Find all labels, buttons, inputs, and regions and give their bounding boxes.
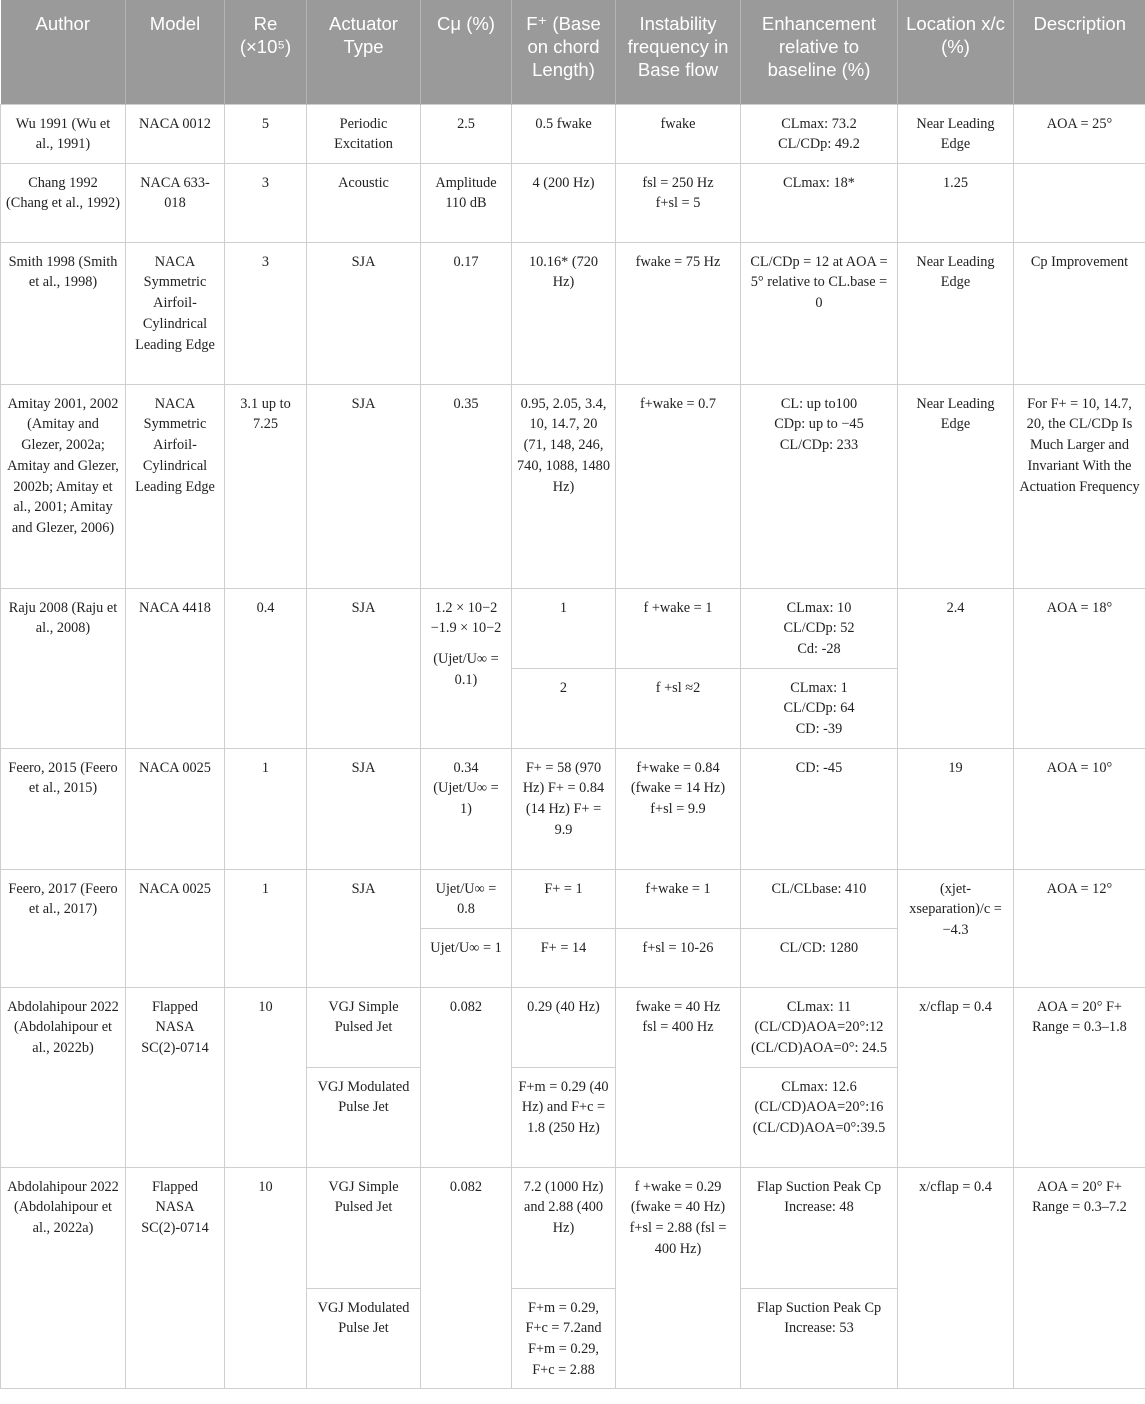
cell-instability: f +sl ≈2: [616, 668, 741, 748]
cell-enhancement: [741, 588, 898, 668]
cell-author: Feero, 2015 (Feero et al., 2015): [1, 748, 126, 869]
cmu-line: (Ujet/U∞ = 0.1): [433, 651, 499, 688]
cell-description: AOA = 20° F+ Range = 0.3–7.2: [1014, 1167, 1145, 1388]
cell-enhancement: Flap Suction Peak Cp Increase: 53: [741, 1288, 898, 1388]
cell-model: NACA 4418: [126, 588, 225, 748]
cell-fplus: F+ = 1: [512, 869, 616, 928]
enhancement-line: CL: up to100: [780, 395, 858, 412]
cell-instability: [616, 163, 741, 242]
cell-actuator: VGJ Modulated Pulse Jet: [307, 1288, 421, 1388]
cell-enhancement: Flap Suction Peak Cp Increase: 48: [741, 1167, 898, 1288]
instability-line: f+sl = 5: [655, 195, 701, 212]
cell-description: AOA = 10°: [1014, 748, 1145, 869]
cell-actuator: SJA: [307, 384, 421, 588]
header-model: Model: [126, 0, 225, 104]
cell-location: Near Leading Edge: [898, 384, 1014, 588]
cell-fplus: F+ = 58 (970 Hz) F+ = 0.84 (14 Hz) F+ = 9.9: [512, 748, 616, 869]
cell-fplus: 4 (200 Hz): [512, 163, 616, 242]
table-row: [1, 384, 1145, 588]
header-re: Re (×10⁵): [225, 0, 307, 104]
cell-description: Cp Improvement: [1014, 242, 1145, 384]
enhancement-line: Cd: -28: [797, 641, 841, 658]
cell-actuator: VGJ Modulated Pulse Jet: [307, 1067, 421, 1167]
cell-re: 3: [225, 242, 307, 384]
cell-cmu: 0.35: [421, 384, 512, 588]
enhancement-line: CLmax: 73.2: [781, 115, 857, 132]
cell-cmu: 0.17: [421, 242, 512, 384]
cell-cmu: 0.082: [421, 1167, 512, 1388]
cell-fplus: 0.95, 2.05, 3.4, 10, 14.7, 20 (71, 148, 246, 740, 1088, 1480 Hz): [512, 384, 616, 588]
cell-cmu: [421, 588, 512, 748]
cell-fplus: F+m = 0.29, F+c = 7.2and F+m = 0.29, F+c = 2.88: [512, 1288, 616, 1388]
cell-description: AOA = 12°: [1014, 869, 1145, 987]
cell-instability: fwake = 75 Hz: [616, 242, 741, 384]
cell-enhancement: CLmax: 18*: [741, 163, 898, 242]
enhancement-line: CDp: up to −45: [774, 416, 864, 433]
cell-author: Wu 1991 (Wu et al., 1991): [1, 104, 126, 163]
cell-location: (xjet-xseparation)/c = −4.3: [898, 869, 1014, 987]
cell-actuator: VGJ Simple Pulsed Jet: [307, 1167, 421, 1288]
cell-location: x/cflap = 0.4: [898, 987, 1014, 1167]
cell-enhancement: CLmax: 12.6 (CL/CD)AOA=20°:16 (CL/CD)AOA=0°:39.5: [741, 1067, 898, 1167]
header-actuator-type: Actuator Type: [307, 0, 421, 104]
cell-enhancement: CD: -45: [741, 748, 898, 869]
instability-line: fsl = 400 Hz: [642, 1019, 714, 1036]
cell-author: Abdolahipour 2022 (Abdolahipour et al., 2022b): [1, 987, 126, 1167]
cell-instability: f +wake = 1: [616, 588, 741, 668]
instability-line: fwake = 40 Hz: [635, 998, 721, 1015]
cell-actuator: SJA: [307, 588, 421, 748]
cell-author: Raju 2008 (Raju et al., 2008): [1, 588, 126, 748]
cmu-line: 1.2 × 10−2 −1.9 × 10−2: [430, 599, 502, 637]
cell-cmu: Ujet/U∞ = 1: [421, 928, 512, 987]
instability-line: f+sl = 9.9: [650, 801, 706, 818]
cell-enhancement: [741, 384, 898, 588]
table-row: [1, 987, 1145, 1067]
cell-re: 0.4: [225, 588, 307, 748]
cell-fplus: F+m = 0.29 (40 Hz) and F+c = 1.8 (250 Hz): [512, 1067, 616, 1167]
cell-description: For F+ = 10, 14.7, 20, the CL/CDp Is Much Larger and Invariant With the Actuation Frequency: [1014, 384, 1145, 588]
instability-line: f+wake = 0.84: [636, 759, 720, 776]
cell-actuator: Periodic Excitation: [307, 104, 421, 163]
cell-author: Abdolahipour 2022 (Abdolahipour et al., 2022a): [1, 1167, 126, 1388]
cell-enhancement: CL/CDp = 12 at AOA = 5° relative to CL.base = 0: [741, 242, 898, 384]
cell-location: Near Leading Edge: [898, 242, 1014, 384]
header-enhancement: Enhancement relative to baseline (%): [741, 0, 898, 104]
cell-actuator: SJA: [307, 748, 421, 869]
cell-location: 19: [898, 748, 1014, 869]
cell-location: Near Leading Edge: [898, 104, 1014, 163]
cell-enhancement: CL/CD: 1280: [741, 928, 898, 987]
header-fplus: F⁺ (Base on chord Length): [512, 0, 616, 104]
cell-actuator: SJA: [307, 869, 421, 987]
cell-model: Flapped NASA SC(2)-0714: [126, 1167, 225, 1388]
cell-author: Amitay 2001, 2002 (Amitay and Glezer, 2002a; Amitay and Glezer, 2002b; Amitay et al., 2001; Amitay and Glezer, 2006): [1, 384, 126, 588]
cell-fplus: 7.2 (1000 Hz) and 2.88 (400 Hz): [512, 1167, 616, 1288]
table-row: [1, 1167, 1145, 1288]
cell-model: NACA 0025: [126, 869, 225, 987]
header-instability-frequency: Instability frequency in Base flow: [616, 0, 741, 104]
cell-cmu: Amplitude 110 dB: [421, 163, 512, 242]
table-row: [1, 163, 1145, 242]
cell-fplus: 0.29 (40 Hz): [512, 987, 616, 1067]
cell-instability: f+sl = 10-26: [616, 928, 741, 987]
cell-author: Chang 1992 (Chang et al., 1992): [1, 163, 126, 242]
cell-re: 1: [225, 748, 307, 869]
cell-re: 10: [225, 1167, 307, 1388]
cell-model: NACA Symmetric Airfoil-Cylindrical Leading Edge: [126, 242, 225, 384]
table-row: [1, 242, 1145, 384]
enhancement-line: CL/CDp: 64: [783, 700, 855, 717]
table-row: [1, 748, 1145, 869]
header-description: Description: [1014, 0, 1145, 104]
cell-model: Flapped NASA SC(2)-0714: [126, 987, 225, 1167]
header-row: [1, 0, 1145, 104]
instability-line: fsl = 250 Hz: [642, 174, 714, 191]
cell-model: NACA 0025: [126, 748, 225, 869]
cell-fplus: 1: [512, 588, 616, 668]
enhancement-line: CLmax: 10: [786, 599, 852, 616]
enhancement-line: CL/CDp: 49.2: [778, 136, 860, 153]
cell-description: AOA = 20° F+ Range = 0.3–1.8: [1014, 987, 1145, 1167]
cell-enhancement: [741, 104, 898, 163]
cell-location: 2.4: [898, 588, 1014, 748]
cell-actuator: Acoustic: [307, 163, 421, 242]
cell-re: 5: [225, 104, 307, 163]
cell-instability: f +wake = 0.29 (fwake = 40 Hz) f+sl = 2.88 (fsl = 400 Hz): [616, 1167, 741, 1388]
cell-enhancement: CLmax: 11 (CL/CD)AOA=20°:12 (CL/CD)AOA=0°: 24.5: [741, 987, 898, 1067]
cell-fplus: 10.16* (720 Hz): [512, 242, 616, 384]
cell-instability: f+wake = 0.7: [616, 384, 741, 588]
cell-author: Smith 1998 (Smith et al., 1998): [1, 242, 126, 384]
cell-re: 3.1 up to 7.25: [225, 384, 307, 588]
cell-cmu: 0.34 (Ujet/U∞ = 1): [421, 748, 512, 869]
enhancement-line: CL/CDp: 52: [783, 620, 855, 637]
cell-fplus: F+ = 14: [512, 928, 616, 987]
cell-model: NACA Symmetric Airfoil-Cylindrical Leading Edge: [126, 384, 225, 588]
cell-model: NACA 633-018: [126, 163, 225, 242]
instability-line: (fwake = 14 Hz): [630, 780, 726, 797]
cell-actuator: VGJ Simple Pulsed Jet: [307, 987, 421, 1067]
enhancement-line: CLmax: 1: [790, 679, 848, 696]
header-cmu: Cμ (%): [421, 0, 512, 104]
cell-re: 3: [225, 163, 307, 242]
cell-cmu: Ujet/U∞ = 0.8: [421, 869, 512, 928]
cell-cmu: 2.5: [421, 104, 512, 163]
cell-enhancement: [741, 668, 898, 748]
header-author: Author: [1, 0, 126, 104]
cell-description: AOA = 18°: [1014, 588, 1145, 748]
cell-actuator: SJA: [307, 242, 421, 384]
cell-instability: [616, 748, 741, 869]
table-row: [1, 869, 1145, 928]
header-location: Location x/c (%): [898, 0, 1014, 104]
cell-instability: f+wake = 1: [616, 869, 741, 928]
cell-model: NACA 0012: [126, 104, 225, 163]
cell-cmu: 0.082: [421, 987, 512, 1167]
cell-instability: fwake: [616, 104, 741, 163]
cell-description: [1014, 163, 1145, 242]
cell-instability: [616, 987, 741, 1167]
cell-author: Feero, 2017 (Feero et al., 2017): [1, 869, 126, 987]
cell-enhancement: CL/CLbase: 410: [741, 869, 898, 928]
cell-re: 1: [225, 869, 307, 987]
table-row: [1, 104, 1145, 163]
cell-location: 1.25: [898, 163, 1014, 242]
enhancement-line: CL/CDp: 233: [779, 437, 859, 454]
cell-location: x/cflap = 0.4: [898, 1167, 1014, 1388]
enhancement-line: CD: -39: [795, 721, 843, 738]
cell-fplus: 0.5 fwake: [512, 104, 616, 163]
cell-description: AOA = 25°: [1014, 104, 1145, 163]
cell-re: 10: [225, 987, 307, 1167]
table-row: [1, 588, 1145, 668]
cell-fplus: 2: [512, 668, 616, 748]
